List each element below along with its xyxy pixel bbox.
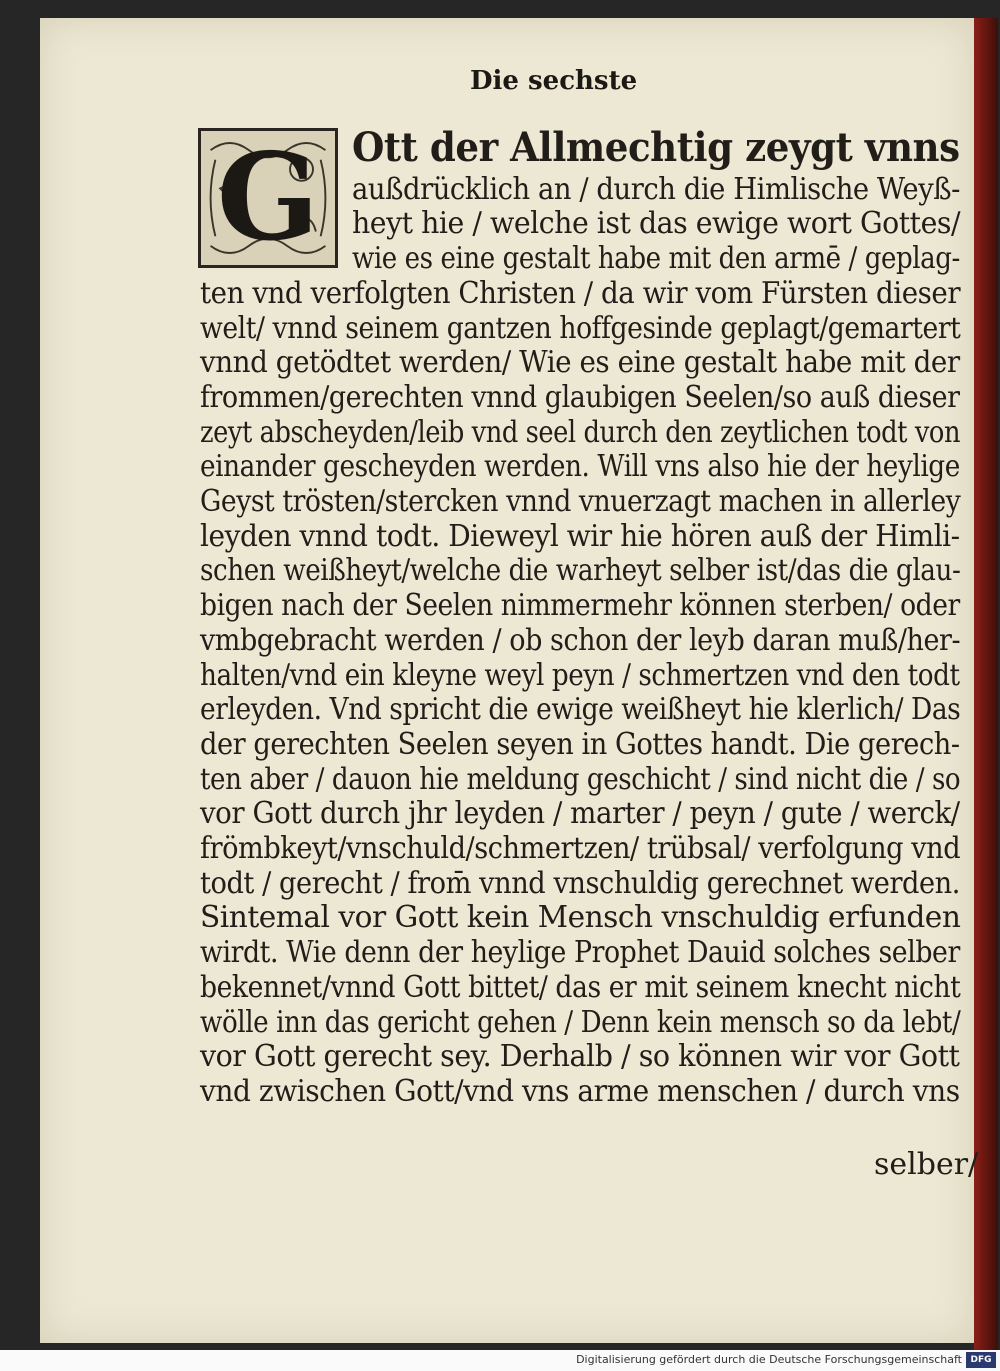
text-line: wirdt. Wie denn der heylige Prophet Dauid solches selber bbox=[200, 935, 960, 971]
text-line: vor Gott gerecht sey. Derhalb / so können wir vor Gott bbox=[200, 1039, 960, 1075]
footer-bar bbox=[0, 1350, 1000, 1371]
text-line: ten aber / dauon hie meldung geschicht / sind nicht die / so bbox=[200, 761, 961, 797]
text-line: der gerechten Seelen seyen in Gottes handt. Die gerech- bbox=[200, 726, 960, 762]
catchword: selber/ bbox=[874, 1147, 979, 1182]
text-line: heyt hie / welche ist das ewige wort Gottes/ bbox=[352, 206, 961, 242]
text-line: vmbgebracht werden / ob schon der leyb daran muß/her- bbox=[200, 622, 961, 658]
text-line: halten/vnd ein kleyne weyl peyn / schmertzen vnd den todt bbox=[200, 657, 960, 693]
text-line: Ott der Allmechtig zeygt vnns bbox=[352, 124, 960, 171]
text-line: Sintemal vor Gott kein Mensch vnschuldig erfunden bbox=[200, 900, 961, 936]
dfg-logo: DFG bbox=[966, 1352, 996, 1368]
text-line: zeyt abscheyden/leib vnd seel durch den zeytlichen todt von bbox=[200, 414, 961, 450]
text-line: vor Gott durch jhr leyden / marter / peyn / gute / werck/ bbox=[200, 796, 960, 832]
decorated-initial bbox=[198, 128, 338, 268]
text-line: frommen/gerechten vnnd glaubigen Seelen/so auß dieser bbox=[200, 379, 960, 415]
funding-credit: Digitalisierung gefördert durch die Deutsche Forschungsgemeinschaft bbox=[576, 1353, 962, 1366]
text-line: vnnd getödtet werden/ Wie es eine gestalt habe mit der bbox=[200, 345, 960, 381]
text-line: wie es eine gestalt habe mit den armē / geplag- bbox=[352, 241, 960, 277]
text-line: schen weißheyt/welche die warheyt selber ist/das die glau- bbox=[200, 553, 961, 589]
text-line: bekennet/vnnd Gott bittet/ das er mit seinem knecht nicht bbox=[200, 969, 961, 1005]
text-line: erleyden. Vnd spricht die ewige weißheyt hie klerlich/ Das bbox=[200, 692, 961, 728]
text-line: leyden vnnd todt. Dieweyl wir hie hören auß der Himli- bbox=[200, 518, 960, 554]
initial-letter: G bbox=[216, 127, 320, 268]
text-line: einander gescheyden werden. Will vns also hie der heylige bbox=[200, 449, 960, 485]
text-line: vnd zwischen Gott/vnd vns arme menschen / durch vns bbox=[200, 1073, 960, 1109]
text-line: außdrücklich an / durch die Himlische Weyß- bbox=[352, 171, 960, 207]
running-head: Die sechste bbox=[470, 66, 638, 96]
text-line: ten vnd verfolgten Christen / da wir vom Fürsten dieser bbox=[200, 275, 961, 311]
text-line: frömbkeyt/vnschuld/schmertzen/ trübsal/ verfolgung vnd bbox=[200, 831, 961, 866]
text-line: wölle inn das gericht gehen / Denn kein mensch so da lebt/ bbox=[200, 1004, 961, 1040]
text-line: Geyst trösten/stercken vnnd vnuerzagt machen in allerley bbox=[200, 484, 961, 519]
text-line: todt / gerecht / from̄ vnnd vnschuldig gerechnet werden. bbox=[200, 865, 960, 901]
text-line: bigen nach der Seelen nimmermehr können sterben/ oder bbox=[200, 588, 960, 624]
text-line: welt/ vnnd seinem gantzen hoffgesinde geplagt/gemartert bbox=[200, 310, 961, 346]
